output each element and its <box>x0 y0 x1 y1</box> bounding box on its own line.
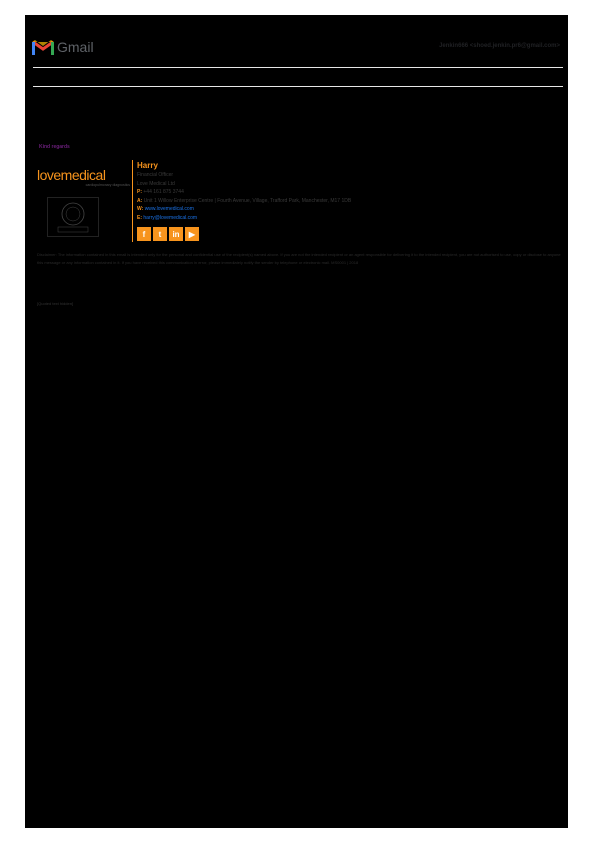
quoted-text-toggle[interactable]: [Quoted text hidden] <box>37 301 74 306</box>
signature-details <box>137 161 547 223</box>
facebook-icon[interactable]: f <box>137 227 151 241</box>
signature-title: Financial Officer <box>137 172 174 178</box>
certification-seal-icon <box>47 197 99 237</box>
social-links <box>137 227 199 241</box>
twitter-icon[interactable]: t <box>153 227 167 241</box>
signature-phone-row <box>137 188 547 197</box>
signature-company: Love Medical Ltd <box>137 180 175 187</box>
greeting-text: Kind regards <box>39 144 70 150</box>
signature-email-row <box>137 214 547 223</box>
signature-address-row <box>137 197 547 206</box>
company-logo: lovemedical <box>37 167 106 183</box>
email-disclaimer: Disclaimer: The information contained in this email is intended only for the personal and confidential use of the recipient(s) named above. If you are not the intended recipient or an agent responsible for delivering it to the intended recipient, you are not authorised to use, copy or disclose to anyone this message or any information contained in it. If you have received this communication in error, please immediately notify the sender by telephone or electronic mail. MS0001 | 2018 <box>37 252 561 265</box>
gmail-logo-icon <box>32 39 54 55</box>
subject-divider <box>33 86 563 87</box>
signature-name: Harry <box>137 161 158 170</box>
email-domain: lovemedical.com <box>159 214 198 221</box>
gmail-wordmark: Gmail <box>57 39 94 55</box>
youtube-icon[interactable]: ▶ <box>185 227 199 241</box>
email-link[interactable] <box>143 215 197 221</box>
header-divider <box>33 67 563 68</box>
company-tagline: cardiopulmonary diagnostics <box>85 183 130 187</box>
address-label: A: <box>137 197 143 204</box>
account-address: Jenkin666 <shoed.jenkin.pr6@gmail.com> <box>439 43 560 49</box>
website-link[interactable]: www.lovemedical.com <box>144 206 194 213</box>
email-user: harry@ <box>143 214 160 221</box>
email-print-page <box>25 15 568 828</box>
phone-number: +44 161 875 3744 <box>143 189 184 196</box>
email-label: E: <box>137 214 142 221</box>
phone-label: P: <box>137 189 142 196</box>
address-text: Unit 1 Willow Enterprise Centre | Fourth Avenue, Village, Trafford Park, Manchester, M17 1DB <box>143 197 352 204</box>
signature-web-row <box>137 205 547 214</box>
gmail-header <box>32 39 560 59</box>
signature-divider <box>132 160 133 242</box>
signature-logo-block <box>37 168 130 187</box>
linkedin-icon[interactable]: in <box>169 227 183 241</box>
web-label: W: <box>137 206 144 213</box>
